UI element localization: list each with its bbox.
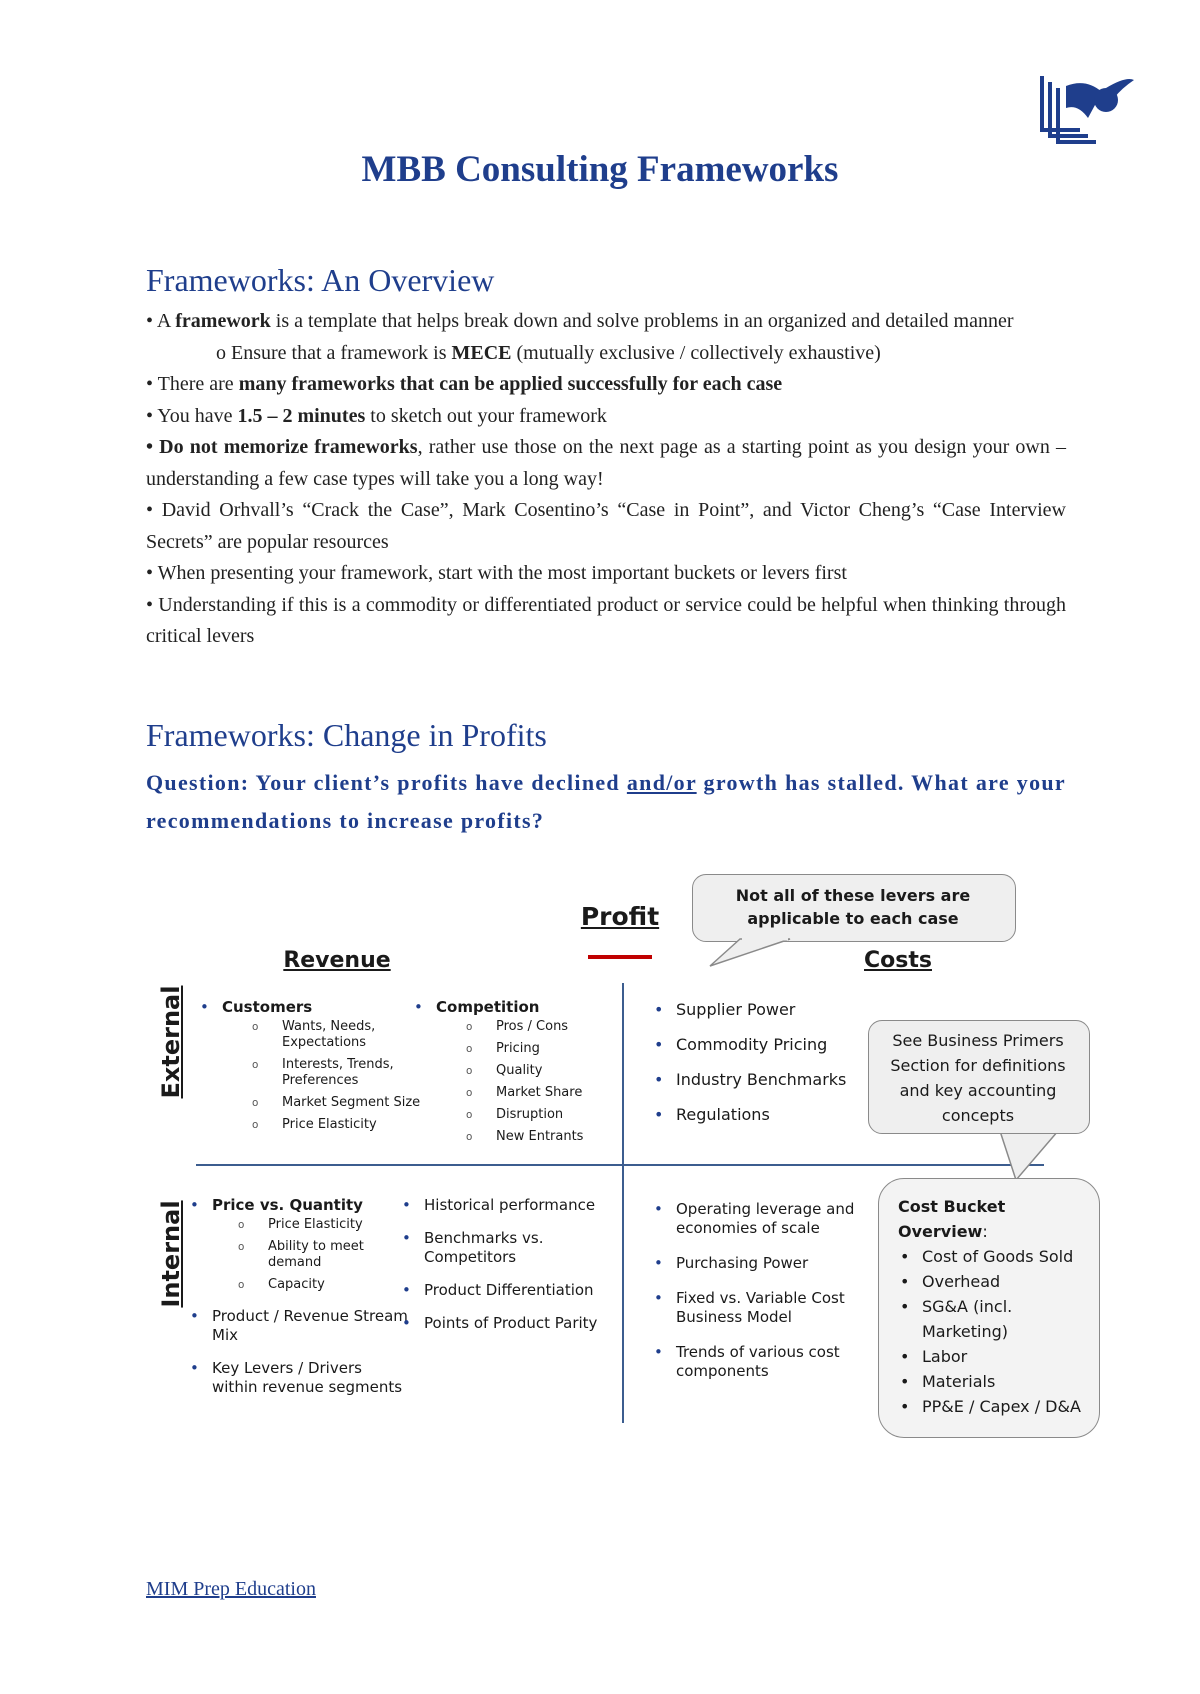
internal-revenue-item: • Points of Product Parity — [400, 1314, 610, 1333]
customers-sub-item: o Wants, Needs, Expectations — [252, 1019, 428, 1051]
overview-bullet-1: • A framework is a template that helps break down and solve problems in an organized and detailed manner — [146, 310, 1014, 332]
external-cost-item: • Supplier Power — [652, 1000, 882, 1020]
callout-business-primers-text: See Business Primers Section for definitions and key accounting concepts — [890, 1031, 1066, 1125]
customers-sub-item: o Interests, Trends, Preferences — [252, 1057, 428, 1089]
overview-bullet-6: • When presenting your framework, start with the most important buckets or levers first — [146, 562, 847, 584]
competition-sub-item: o Market Share — [466, 1085, 612, 1101]
competition-sub-item: o Pricing — [466, 1041, 612, 1057]
external-costs-list — [652, 1000, 882, 1140]
overview-sub-bullet-mece: o Ensure that a framework is MECE (mutually exclusive / collectively exhaustive) — [216, 341, 881, 364]
price-quantity-sub-item: o Capacity — [238, 1277, 408, 1293]
overview-bullet-2: • There are many frameworks that can be applied successfully for each case — [146, 373, 783, 395]
customers-item: • Customers o Wants, Needs, Expectations o Interests, Trends, Preferences o Market Segment Size o Price Elasticity — [198, 998, 428, 1133]
footer-link[interactable]: MIM Prep Education — [146, 1578, 316, 1600]
key-levers-item: • Key Levers / Drivers within revenue segments — [188, 1359, 408, 1397]
profits-question: Question: Your client’s profits have declined and/or growth has stalled. What are your recommendations to increase profits? — [146, 770, 1066, 833]
internal-label: Internal — [157, 1200, 185, 1308]
customers-sub-item: o Price Elasticity — [252, 1117, 428, 1133]
competition-sub-item: o Quality — [466, 1063, 612, 1079]
internal-revenue-list-2 — [400, 1196, 610, 1347]
competition-sub-item: o Pros / Cons — [466, 1019, 612, 1035]
competition-item: • Competition o Pros / Cons o Pricing o Quality o Market Share o Disruption o New Entrants — [412, 998, 612, 1145]
competition-sub-item: o New Entrants — [466, 1129, 612, 1145]
overview-bullet-7: • Understanding if this is a commodity or differentiated product or service could be helpful when thinking through critical levers — [146, 593, 1066, 647]
cost-bucket-item: • PP&E / Capex / D&A — [898, 1394, 1098, 1419]
internal-cost-item: • Fixed vs. Variable Cost Business Model — [652, 1289, 872, 1327]
horizontal-divider — [196, 1164, 1044, 1166]
cost-bucket-item: • Cost of Goods Sold — [898, 1244, 1098, 1269]
cost-bucket-overview — [898, 1194, 1098, 1419]
competition-sub-item: o Disruption — [466, 1107, 612, 1123]
revenue-label: Revenue — [283, 948, 391, 973]
section-heading-profits: Frameworks: Change in Profits — [146, 717, 547, 753]
internal-revenue-item: • Benchmarks vs. Competitors — [400, 1229, 610, 1267]
external-cost-item: • Regulations — [652, 1105, 882, 1125]
price-quantity-sub-item: o Ability to meet demand — [238, 1239, 408, 1271]
external-competition-list — [412, 998, 612, 1151]
profit-label: Profit — [580, 902, 660, 931]
external-customers-list — [198, 998, 428, 1139]
internal-revenue-item: • Historical performance — [400, 1196, 610, 1215]
external-cost-item: • Commodity Pricing — [652, 1035, 882, 1055]
internal-revenue-list-1 — [188, 1196, 408, 1411]
callout-levers-text: Not all of these levers are applicable to each case — [735, 886, 971, 928]
overview-bullets — [146, 306, 1066, 653]
cost-bucket-item: • Labor — [898, 1344, 1098, 1369]
external-label: External — [157, 985, 185, 1099]
product-mix-item: • Product / Revenue Stream Mix — [188, 1307, 408, 1345]
internal-cost-item: • Purchasing Power — [652, 1254, 872, 1273]
internal-costs-list — [652, 1200, 872, 1397]
overview-bullet-5: • David Orhvall’s “Crack the Case”, Mark Cosentino’s “Case in Point”, and Victor Cheng’s “Case Interview Secrets” are popular resources — [146, 499, 1066, 553]
internal-cost-item: • Operating leverage and economies of scale — [652, 1200, 872, 1238]
book-logo-icon — [1036, 70, 1134, 148]
internal-cost-item: • Trends of various cost components — [652, 1343, 872, 1381]
cost-bucket-item: • Materials — [898, 1369, 1098, 1394]
profit-underline-bar — [588, 955, 652, 959]
internal-revenue-item: • Product Differentiation — [400, 1281, 610, 1300]
overview-bullet-4: • Do not memorize frameworks, rather use those on the next page as a starting point as you design your own – understanding a few case types will take you a long way! — [146, 436, 1067, 490]
cost-bucket-item: • Overhead — [898, 1269, 1098, 1294]
customers-sub-item: o Market Segment Size — [252, 1095, 428, 1111]
external-cost-item: • Industry Benchmarks — [652, 1070, 882, 1090]
section-heading-overview: Frameworks: An Overview — [146, 262, 495, 298]
cost-bucket-title: Cost Bucket Overview: — [898, 1197, 1006, 1241]
cost-bucket-item: • SG&A (incl. Marketing) — [898, 1294, 1098, 1344]
vertical-divider — [622, 983, 624, 1423]
costs-label: Costs — [864, 948, 932, 973]
price-quantity-item: • Price vs. Quantity o Price Elasticity o Ability to meet demand o Capacity — [188, 1196, 408, 1293]
overview-bullet-3: • You have 1.5 – 2 minutes to sketch out your framework — [146, 404, 607, 427]
document-title: MBB Consulting Frameworks — [361, 149, 839, 190]
price-quantity-sub-item: o Price Elasticity — [238, 1217, 408, 1233]
